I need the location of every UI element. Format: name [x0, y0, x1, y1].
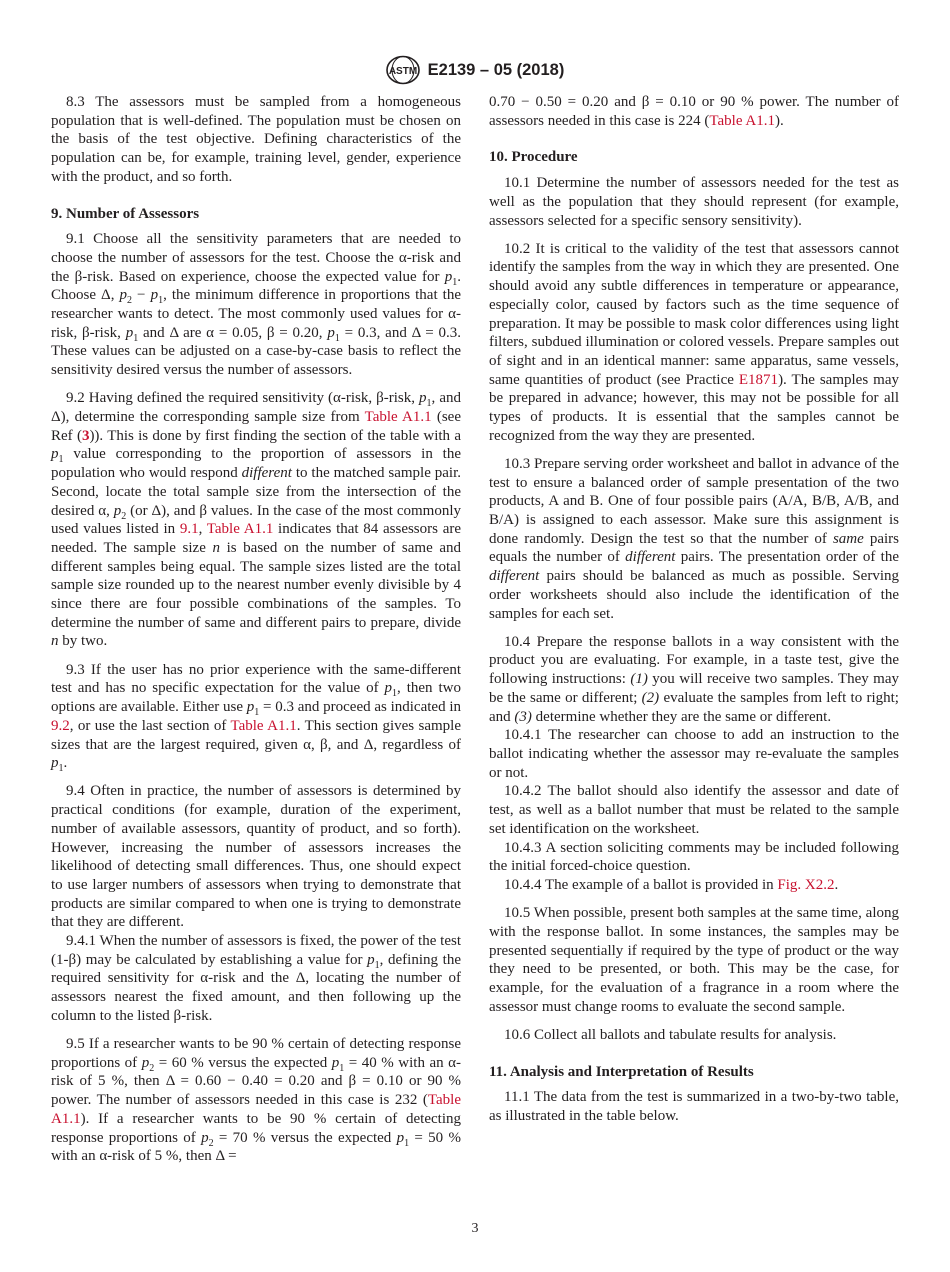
- para-10-5: 10.5 When possible, present both samples at the same time, along with the response ballot. In some instances, the samples may be presented sequentially if required by the type of product or the way they need to be presented, or both. This may be the case, for example, for the evaluation of a fragrance in a room where the assessor must change rooms to evaluate the second sample.: [489, 905, 899, 1015]
- link-9-1[interactable]: 9.1: [179, 521, 199, 538]
- heading-10: 10. Procedure: [489, 149, 578, 166]
- svg-text:ASTM: ASTM: [388, 66, 417, 77]
- link-table-a1-1[interactable]: Table A1.1: [709, 112, 775, 129]
- para-10-3: 10.3 Prepare serving order worksheet and ballot in advance of the test to ensure a balanced order of sample presentation of the two products, A and B. One of four possible pairs (A/A, B/B, A/B, and B/A) is assigned to each assessor. Make sure this assignment is done randomly. Design the test so that the number of same pairs equals the number of different pairs. The presentation order of the different pairs should be balanced as much as possible. Serving order worksheets should also include the identification of the samples for each set.: [489, 455, 899, 622]
- para-10-6: 10.6 Collect all ballots and tabulate results for analysis.: [504, 1026, 837, 1043]
- astm-logo: [386, 55, 420, 85]
- right-column: [489, 93, 899, 1135]
- link-table-a1-1[interactable]: Table A1.1: [51, 1092, 461, 1127]
- page-number: 3: [471, 1221, 479, 1236]
- para-10-4-4: 10.4.4 The example of a ballot is provided in Fig. X2.2.: [504, 876, 839, 893]
- link-9-2[interactable]: 9.2: [51, 717, 70, 734]
- para-10-1: 10.1 Determine the number of assessors needed for the test as well as the population that they should represent (for example, assessors selected for a specific sensory sensitivity).: [489, 175, 899, 229]
- heading-11: 11. Analysis and Interpretation of Results: [489, 1063, 754, 1080]
- para-9-5-continued: 0.70 − 0.50 = 0.20 and β = 0.10 or 90 % power. The number of assessors needed in this case is 224 (Table A1.1).: [489, 94, 899, 129]
- link-e1871[interactable]: E1871: [738, 371, 779, 388]
- para-9-4: 9.4 Often in practice, the number of assessors is determined by practical conditions (for example, duration of the experiment, number of available assessors, quantity of product, and so forth). However, increasing the number of assessors increases the likelihood of detecting small differences. Thus, one should expect to use larger numbers of assessors when trying to demonstrate that products are similar compared to when one is trying to demonstrate that they are different.: [51, 783, 461, 931]
- para-9-3: 9.3 If the user has no prior experience with the same-different test and has no specific expectation for the value of $p_1$, then two options are available. Either use $p_1 = 0.3$ and proceed as indicated in 9.2, or use the last section of Table A1.1. This section gives sample sizes that are the largest required, given α, β, and Δ, regardless of $p_1$.: [51, 661, 461, 775]
- heading-9: 9. Number of Assessors: [51, 205, 200, 222]
- link-ref-3[interactable]: 3: [81, 427, 90, 444]
- para-9-1: 9.1 Choose all the sensitivity parameters that are needed to choose the number of assessors for the test. Choose the α-risk and the β-risk. Based on experience, choose the expected value for $p_1$. Choose Δ, $p_2 - p_1$, the minimum difference in proportions that the researcher wants to detect. The most commonly used values for α-risk, β-risk, $p_1$ and Δ are α = 0.05, β = 0.20, $p_1 = 0.3$, and Δ = 0.3. These values can be adjusted on a case-by-case basis to reflect the sensitivity desired versus the number of assessors.: [51, 231, 461, 379]
- link-fig-x2-2[interactable]: Fig. X2.2: [777, 876, 835, 893]
- para-10-4-1: 10.4.1 The researcher can choose to add an instruction to the ballot indicating whether the assessor may re-evaluate the samples or not.: [489, 727, 899, 781]
- para-10-2: 10.2 It is critical to the validity of the test that assessors cannot identify the samples from the way in which they are presented. One should avoid any subtle differences in temperature or appearance, especially color, caused by factors such as the time sequence of preparation. It may be possible to mask color differences using light filters, subdued illumination or colored vessels. Prepare samples out of sight and in an identical manner: same apparatus, same vessels, same quantities of product (see Practice E1871). The samples may be prepared in advance; however, this may not be possible for all types of products. It is essential that the samples cannot be recognized from the way they are presented.: [489, 240, 899, 444]
- left-column: [51, 93, 461, 1175]
- para-9-5: 9.5 If a researcher wants to be 90 % certain of detecting response proportions of $p_2 = 60$ % versus the expected $p_1 = 40$ % with an α-risk of 5 %, then Δ = 0.60 − 0.40 = 0.20 and β = 0.10 or 90 % power. The number of assessors needed in this case is 232 (Table A1.1). If a researcher wants to be 90 % certain of detecting response proportions of $p_2 = 70$ % versus the expected $p_1 = 50$ % with an α-risk of 5 %, then Δ =: [51, 1036, 461, 1165]
- para-10-4-2: 10.4.2 The ballot should also identify the assessor and date of test, as well as a ballot number that must be related to the sample set identification on the worksheet.: [489, 783, 899, 837]
- para-11-1: 11.1 The data from the test is summarized in a two-by-two table, as illustrated in the table below.: [489, 1089, 899, 1124]
- designation: E2139 – 05 (2018): [427, 60, 565, 79]
- para-8-3: 8.3 The assessors must be sampled from a homogeneous population that is well-defined. The population must be chosen on the basis of the test objective. Defining characteristics of the population can be, for example, training level, gender, experience with the product, and so forth.: [51, 94, 461, 185]
- link-table-a1-1[interactable]: Table A1.1: [364, 409, 432, 426]
- para-10-4: 10.4 Prepare the response ballots in a way consistent with the product you are evaluating. For example, in a taste test, give the following instructions: (1) you will receive two samples. They may be the same or different; (2) evaluate the samples from left to right; and (3) determine whether they are the same or different.: [489, 633, 900, 725]
- link-table-a1-1[interactable]: Table A1.1: [230, 717, 297, 734]
- para-10-4-3: 10.4.3 A section soliciting comments may be included following the initial forced-choice question.: [489, 839, 899, 875]
- para-9-4-1: 9.4.1 When the number of assessors is fixed, the power of the test (1-β) may be calculated by establishing a value for $p_1$, defining the required sensitivity for α-risk and the Δ, locating the number of assessors nearest the fixed amount, and then following up the column to the listed β-risk.: [51, 933, 461, 1024]
- para-9-2: 9.2 Having defined the required sensitivity (α-risk, β-risk, $p_1$, and Δ), determine the corresponding sample size from Table A1.1 (see Ref (3)). This is done by first finding the section of the table with a $p_1$ value corresponding to the proportion of assessors in the population who would respond different to the matched sample pair. Second, locate the total sample size from the intersection of the desired α, $p_2$ (or Δ), and β values. In the case of the most commonly used values listed in 9.1, Table A1.1 indicates that 84 assessors are needed. The sample size n is based on the number of same and different samples being equal. The sample sizes listed are the total sample size rounded up to the nearest number evenly divisible by 4 since there are four possible combinations of the samples. To determine the number of same and different pairs to prepare, divide n by two.: [51, 390, 462, 650]
- link-table-a1-1[interactable]: Table A1.1: [206, 521, 274, 538]
- page-header: [0, 54, 950, 86]
